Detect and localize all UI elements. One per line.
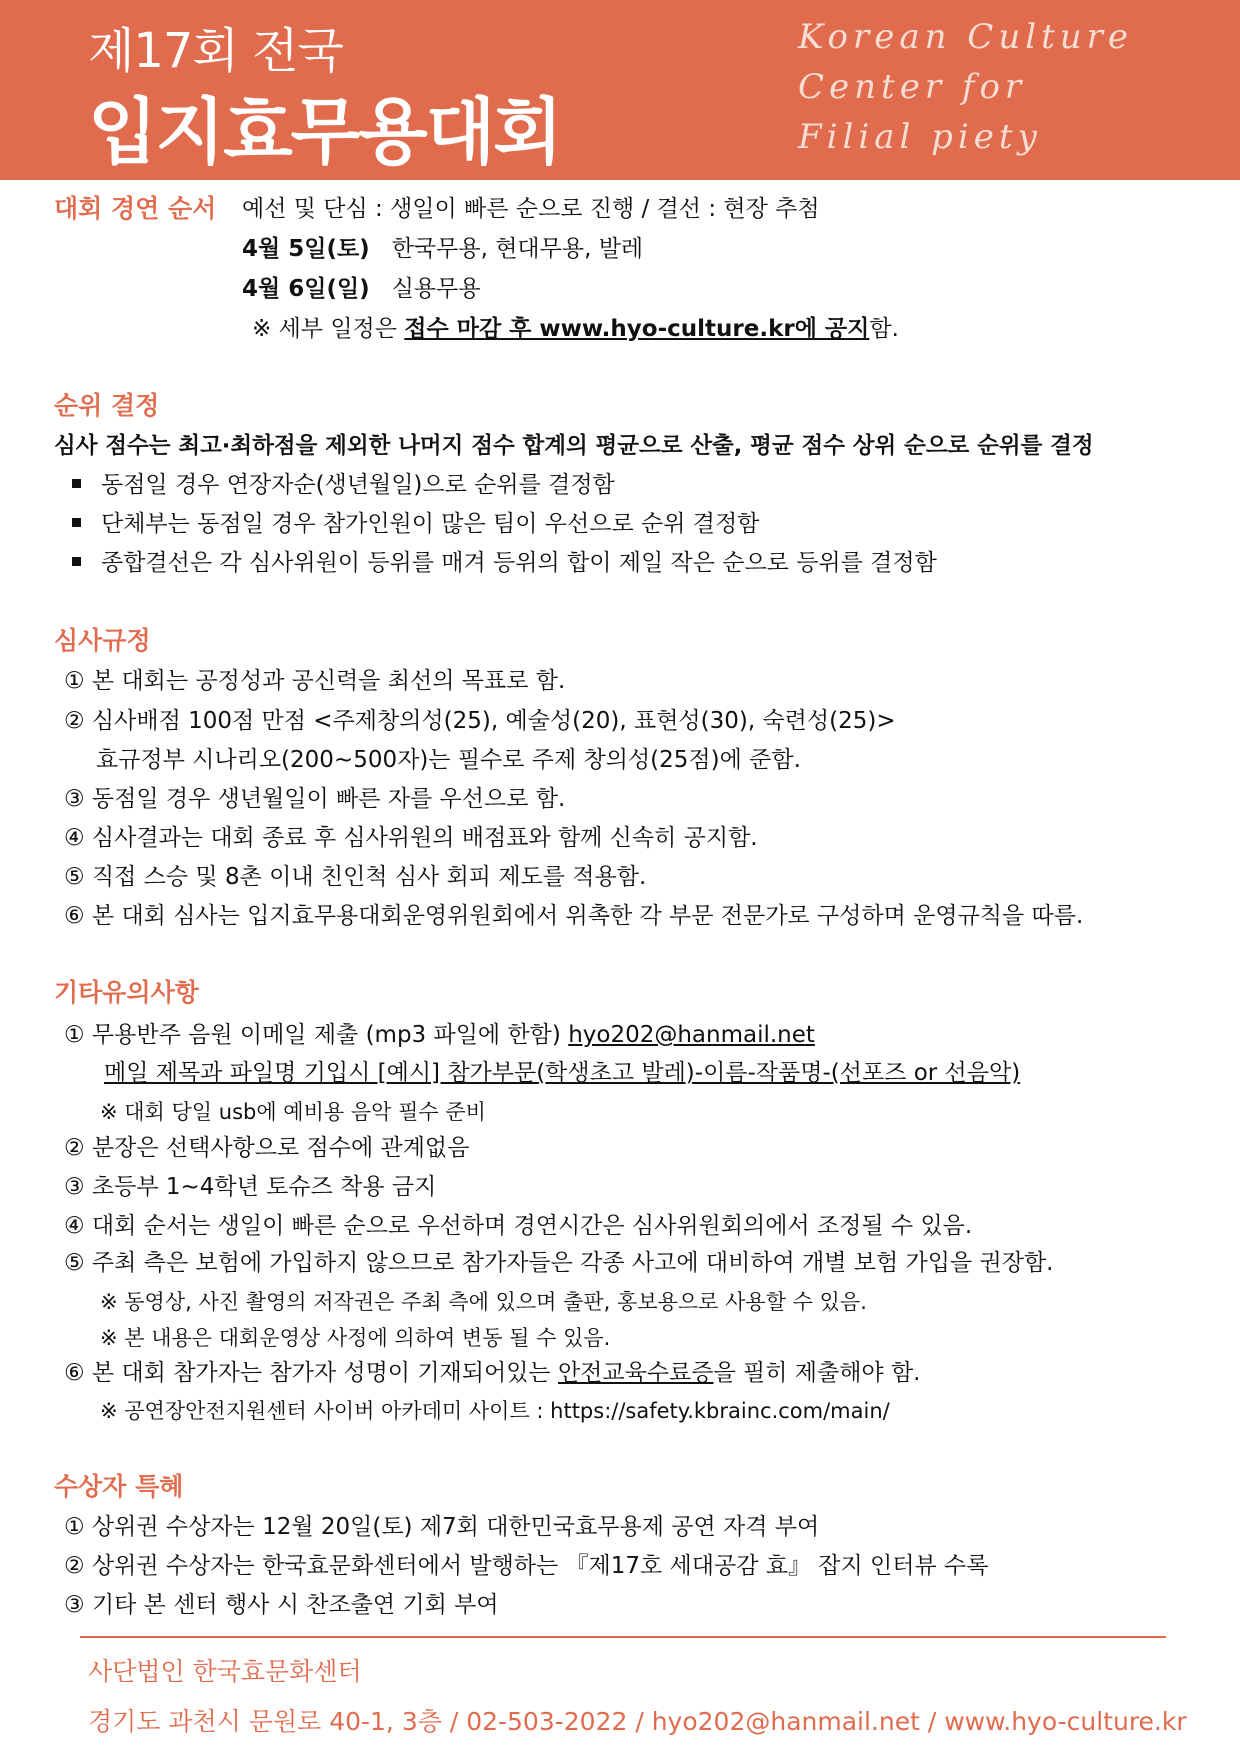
ranking-main: 심사 점수는 최고·최하점을 제외한 나머지 점수 합계의 평균으로 산출, 평균 점수 상위 순으로 순위를 결정 — [54, 433, 1094, 459]
day1-genres: 한국무용, 현대무용, 발레 — [391, 236, 644, 262]
bullet-text: 단체부는 동점일 경우 참가인원이 많은 팀이 우선으로 순위 결정함 — [101, 511, 760, 537]
order-line: 예선 및 단심 : 생일이 빠른 순으로 진행 / 결선 : 현장 추첨 — [242, 196, 820, 222]
note-prefix: ※ 세부 일정은 — [252, 316, 405, 342]
judging-item: ① 본 대회는 공정성과 공신력을 최선의 목표로 함. — [64, 668, 566, 694]
day2-genres: 실용무용 — [391, 276, 481, 302]
schedule-note — [252, 314, 899, 344]
notes-item-note: ※ 본 내용은 대회운영상 사정에 의하여 변동 될 수 있음. — [100, 1326, 611, 1350]
benefits-heading: 수상자 특혜 — [54, 1472, 184, 1501]
note-suffix: 함. — [869, 316, 899, 342]
script-line: Filial piety — [798, 117, 1042, 157]
script-line: Korean Culture — [798, 17, 1134, 57]
footer-divider — [80, 1636, 1166, 1638]
order-heading: 대회 경연 순서 — [54, 194, 217, 223]
event-title: 입지효무용대회 — [88, 90, 561, 174]
benefit-item: ③ 기타 본 센터 행사 시 찬조출연 기회 부여 — [64, 1592, 499, 1618]
header-banner — [0, 0, 1240, 180]
footer-organization: 사단법인 한국효문화센터 — [88, 1657, 362, 1686]
event-subtitle: 제17회 전국 — [88, 23, 343, 79]
script-line: Center for — [798, 67, 1027, 107]
notes-item-note: ※ 동영상, 사진 촬영의 저작권은 주최 측에 있으며 출판, 홍보용으로 사용할 수 있음. — [100, 1290, 867, 1314]
judging-item: ③ 동점일 경우 생년월일이 빠른 자를 우선으로 함. — [64, 786, 566, 812]
judging-item: ⑤ 직접 스승 및 8촌 이내 친인척 심사 회피 제도를 적용함. — [64, 864, 647, 890]
notes-item — [64, 1020, 815, 1050]
note-link-text[interactable]: 접수 마감 후 www.hyo-culture.kr에 공지 — [404, 316, 870, 342]
notes-item-text: 을 필히 제출해야 함. — [713, 1360, 921, 1386]
ranking-bullet — [72, 470, 615, 500]
ranking-bullet — [72, 509, 759, 539]
footer-contact: 경기도 과천시 문원로 40-1, 3층 / 02-503-2022 / hyo202@hanmail.net / www.hyo-culture.kr — [88, 1707, 1187, 1736]
benefit-item: ① 상위권 수상자는 12월 20일(토) 제7회 대한민국효무용제 공연 자격 부여 — [64, 1514, 820, 1540]
notes-item: ② 분장은 선택사항으로 점수에 관계없음 — [64, 1135, 470, 1161]
academy-site-note: ※ 공연장안전지원센터 사이버 아카데미 사이트 : https://safety.kbrainc.com/main/ — [100, 1399, 890, 1423]
bullet-icon — [72, 518, 81, 527]
ranking-bullet — [72, 548, 937, 578]
day2-date: 4월 6일(일) — [242, 276, 370, 302]
judging-heading: 심사규정 — [54, 626, 151, 655]
notes-item-text: ① 무용반주 음원 이메일 제출 (mp3 파일에 한함) — [64, 1022, 569, 1048]
notes-item-text: ⑥ 본 대회 참가자는 참가자 성명이 기재되어있는 — [64, 1360, 558, 1386]
judging-item: ⑥ 본 대회 심사는 입지효무용대회운영위원회에서 위촉한 각 부문 전문가로 구성하며 운영규칙을 따름. — [64, 903, 1084, 929]
schedule-day2 — [242, 274, 481, 304]
notes-item — [64, 1358, 920, 1388]
bullet-icon — [72, 479, 81, 488]
script-wordmark — [798, 12, 1133, 162]
bullet-text: 종합결선은 각 심사위원이 등위를 매겨 등위의 합이 제일 작은 순으로 등위를 결정함 — [101, 550, 937, 576]
notes-item-note: ※ 대회 당일 usb에 예비용 음악 필수 준비 — [100, 1100, 486, 1124]
notes-item-sub: 메일 제목과 파일명 기입시 [예시] 참가부문(학생초고 발레)-이름-작품명-(선포즈 or 선음악) — [104, 1060, 1021, 1086]
bullet-text: 동점일 경우 연장자순(생년월일)으로 순위를 결정함 — [101, 472, 615, 498]
notes-item: ⑤ 주최 측은 보험에 가입하지 않으므로 참가자들은 각종 사고에 대비하여 개별 보험 가입을 권장함. — [64, 1250, 1054, 1276]
judging-item-sub: 효규정부 시나리오(200~500자)는 필수로 주제 창의성(25점)에 준함. — [96, 747, 801, 773]
notes-item: ④ 대회 순서는 생일이 빠른 순으로 우선하며 경연시간은 심사위원회의에서 조정될 수 있음. — [64, 1213, 973, 1239]
notes-item: ③ 초등부 1~4학년 토슈즈 착용 금지 — [64, 1174, 437, 1200]
ranking-heading: 순위 결정 — [54, 391, 160, 420]
schedule-day1 — [242, 234, 643, 264]
notes-heading: 기타유의사항 — [54, 978, 199, 1007]
bullet-icon — [72, 557, 81, 566]
judging-item: ④ 심사결과는 대회 종료 후 심사위원의 배점표와 함께 신속히 공지함. — [64, 825, 758, 851]
judging-item: ② 심사배점 100점 만점 <주제창의성(25), 예술성(20), 표현성(30), 숙련성(25)> — [64, 708, 896, 734]
benefit-item: ② 상위권 수상자는 한국효문화센터에서 발행하는 『제17호 세대공감 효』 잡지 인터뷰 수록 — [64, 1553, 989, 1579]
email-link[interactable]: hyo202@hanmail.net — [568, 1022, 815, 1048]
certificate-text: 안전교육수료증 — [557, 1360, 714, 1386]
day1-date: 4월 5일(토) — [242, 236, 370, 262]
